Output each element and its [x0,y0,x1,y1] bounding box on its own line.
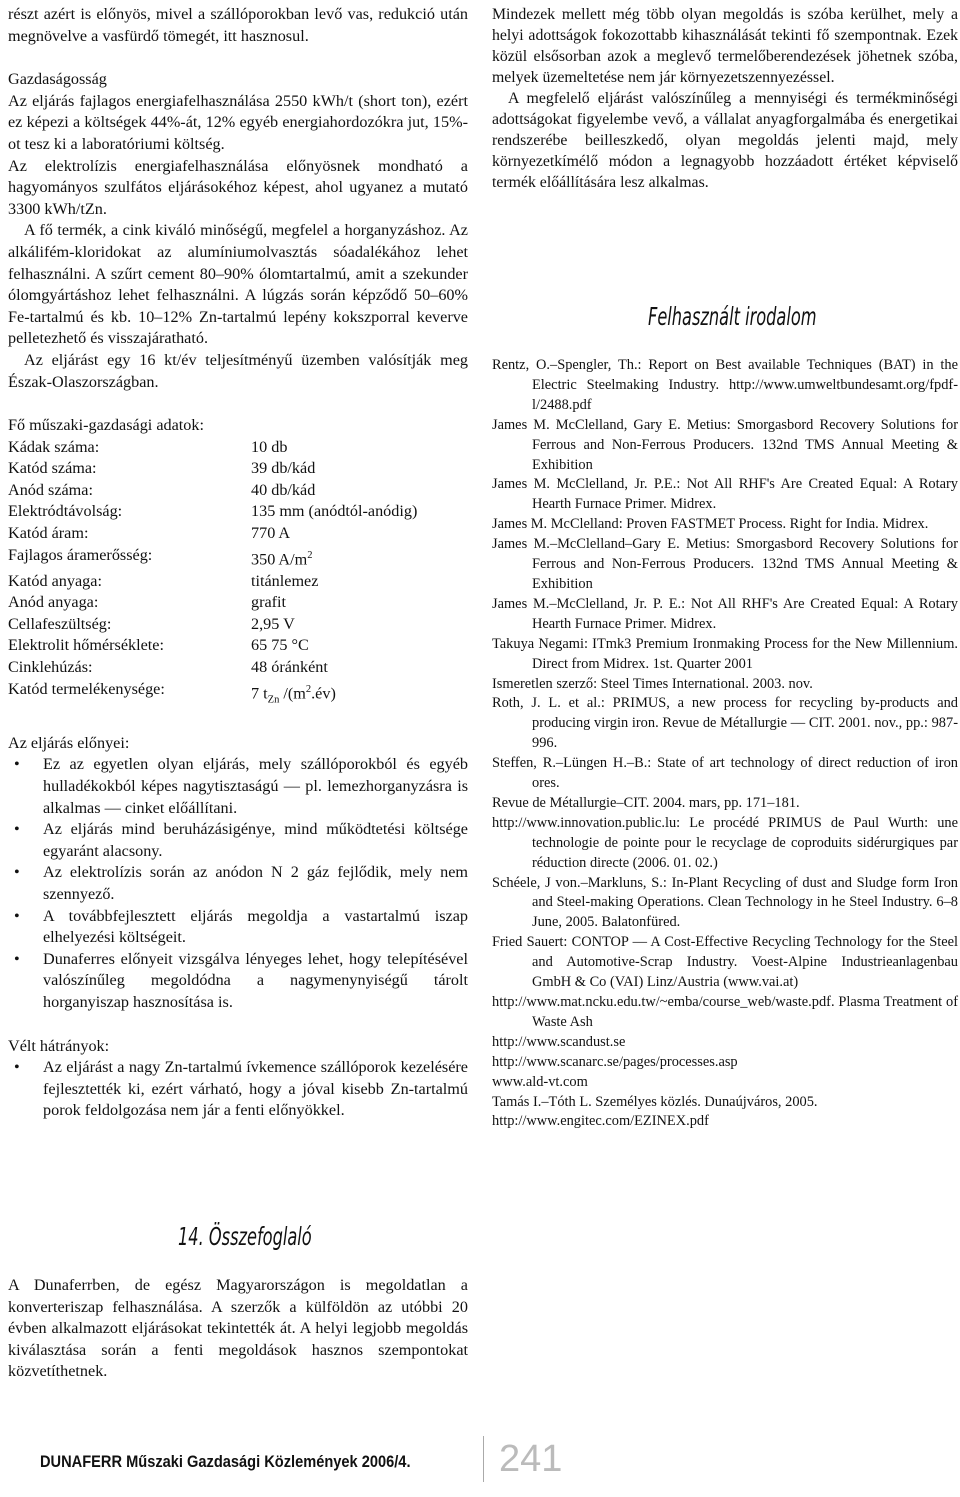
reference-item: Tamás I.–Tóth L. Személyes közlés. Dunaújváros, 2005. [492,1093,818,1110]
reference-item: Steffen, R.–Lüngen H.–B.: State of art technology of direct reduction of iron ores. [492,755,958,792]
left-column [8,4,468,1122]
reference-item: James M. McClelland, Jr. P.E.: Not All RHF's Are Created Equal: A Rotary Hearth Furnace Primer. Midrex. [492,476,958,513]
page-footer [0,1430,960,1490]
right-column [492,4,958,193]
reference-item: http://www.engitec.com/EZINEX.pdf [492,1113,709,1130]
section-heading-gazdasagossag: Gazdaságosság [8,70,107,89]
spec-key: Fajlagos áramerősség: [8,545,153,564]
spec-key: Katód áram: [8,524,89,543]
footer-divider [483,1436,484,1482]
spec-heading: Fő műszaki-gazdasági adatok: [8,416,204,435]
list-item: • Az eljárás mind beruházásigénye, mind működtetési költsége egyaránt alacsony. [8,819,468,862]
reference-item: Fried Sauert: CONTOP — A Cost-Effective Recycling Technology for the Steel and Automotive-Scrap Industry. Voest-Alpine Industrieanlagenbau GmbH & Co (VAI) Linz/Austria (www.vai.at) [492,934,958,991]
spec-value: 39 db/kád [251,459,316,478]
reference-item: http://www.scanarc.se/pages/processes.asp [492,1053,738,1070]
spec-key: Katód anyaga: [8,571,102,590]
reference-item: http://www.scandust.se [492,1033,626,1050]
spec-value: 10 db [251,437,288,456]
spec-value: 2,95 V [251,614,295,633]
reference-item: www.ald-vt.com [492,1073,588,1090]
reference-item: http://www.mat.ncku.edu.tw/~emba/course_web/waste.pdf. Plasma Treatment of Waste Ash [492,994,958,1030]
reference-item: Rentz, O.–Spengler, Th.: Report on Best available Techniques (BAT) in the Electric Steelmaking Industry. http://www.umweltbundesamt.org/fpdf-l/2488.pdf [492,357,958,413]
advantages-list [8,754,468,1013]
list-item: • Az elektrolízis során az anódon N 2 gáz fejlődik, mely nem szennyező. [8,862,468,905]
references-heading: Felhasznált irodalom [648,302,817,331]
summary-heading: 14. Összefoglaló [178,1222,312,1251]
paragraph: A fő termék, a cink kiváló minőségű, megfelel a horganyzáshoz. Az alkálifém-kloridokat az alumíniumolvasztás sóadalékához lehet felhasználni. A szűrt cement 80–90% ólomtartalmú, amit a szekunder ólomgyártáshoz lehet felhasználni. A lúgzás során képződő 50–60% Fe-tartalmú és kb. 10–12% Zn-tartalmú lepény kokszporral keverve pelletezhető és visszajáratható. [8,221,468,348]
reference-item: James M. McClelland: Proven FASTMET Process. Right for India. Midrex. [492,516,929,533]
spec-value: 40 db/kád [251,480,316,499]
list-item: • A továbbfejlesztett eljárás megoldja a vastartalmú iszap elhelyezési költségeit. [8,906,468,949]
spec-value: 770 A [251,524,291,543]
reference-item: James M.–McClelland–Gary E. Metius: Smorgasbord Recovery Solutions for Ferrous and Non-Ferrous Producers. 132nd TMS Annual Meeting & Exhibition [492,536,958,592]
spec-value: 7 $t_{Zn}$ $/(m^2.év)$ [251,683,336,706]
reference-item: James M. McClelland, Gary E. Metius: Smorgasbord Recovery Solutions for Ferrous and Non-Ferrous Producers. 132nd TMS Annual Meeting & Exhibition [492,416,958,473]
reference-item: James M.–McClelland, Jr. P. E.: Not All RHF's Are Created Equal: A Rotary Hearth Furnace Primer. Midrex. [492,595,958,632]
reference-item: Ismeretlen szerző: Steel Times International. 2003. nov. [492,675,813,692]
spec-key: Elektródtávolság: [8,502,123,521]
spec-table [8,437,468,711]
spec-key: Anód száma: [8,480,93,499]
reference-item: Revue de Métallurgie–CIT. 2004. mars, pp. 171–181. [492,794,800,811]
page-number: 241 [499,1438,563,1480]
disadvantages-list [8,1057,468,1122]
paragraph: Az eljárás fajlagos energiafelhasználása 2550 kWh/t (short ton), ezért ez képezi a költségek 44%-át, 12% egyéb energiahordozókra jut, 15%-ot tesz ki a laboratóriumi költség. [8,91,468,153]
paragraph: Az elektrolízis energiafelhasználása előnyösnek mondható a hagyományos szulfátos eljárásokéhoz képest, ahol ugyanez a mutató 3300 kWh/tZn. [8,156,468,218]
journal-title: DUNAFERR Műszaki Gazdasági Közlemények 2006/4. [40,1452,411,1471]
reference-item: Takuya Negami: ITmk3 Premium Ironmaking Process for the New Millennium. Direct from Midrex. 1st. Quarter 2001 [492,635,958,672]
spec-value: titánlemez [251,571,319,590]
spec-key: Cinklehúzás: [8,658,93,677]
summary-paragraph: A Dunaferrben, de egész Magyarországon is megoldatlan a konverteriszap felhasználása. A szerzők a külföldön az utóbbi 20 évben alkalmazott eljárásokat tekintették át. A helyi legjobb megoldás kiválasztása során a fenti megoldások hasznos szempontokat közvetíthetnek. [8,1276,468,1381]
paragraph: Az eljárást egy 16 kt/év teljesítményű üzemben valósítják meg Észak-Olaszországban. [8,350,468,391]
reference-item: Schéele, J von.–Markluns, S.: In-Plant Recycling of dust and Sludge form Iron and Steel-making Operations. Clean Technology in he Steel Industry. 6–8 June, 2005. Balatonfüred. [492,874,958,931]
paragraph: A megfelelő eljárást valószínűleg a mennyiségi és termékminőségi adottságokat figyelembe vevő, a vállalat anyagforgalmába és energetikai rendszerébe beilleszkedő, olyan megoldás jelenti majd, mely környezetkímélő módon a legnagyobb hozzáadott értéket képviselő termék előállítására lesz alkalmas. [492,90,958,191]
paragraph: Mindezek mellett még több olyan megoldás is szóba kerülhet, mely a helyi adottságok fokozottabb kihasználását tekinti fő szempontnak. Ezek közül elsősorban azok a meglevő termelőberendezések jöhetnek szóba, melyek üzemeltetése nem jár környezetszennyezéssel. [492,6,958,86]
list-item: • Dunaferres előnyeit vizsgálva lényeges lehet, hogy telepítésével valószínűleg megoldódna a nagymenynyiségű tárolt horganyiszap hasznosítása is. [8,949,468,1014]
spec-key: Anód anyaga: [8,593,99,612]
list-item: • Ez az egyetlen olyan eljárás, mely szállóporokból és egyéb hulladékokból képes nagytisztaságú — pl. lemezhorganyzásra is alkalmas — cinket előállítani. [8,754,468,819]
spec-value: 135 mm (anódtól-anódig) [251,502,418,521]
spec-value: 350 $A/m^2$ [251,549,313,569]
advantages-heading: Az eljárás előnyei: [8,733,130,752]
spec-value: grafit [251,593,287,612]
spec-key: Katód termelékenysége: [8,679,165,698]
spec-value: 65 75 °C [251,636,309,655]
reference-item: http://www.innovation.public.lu: Le procédé PRIMUS de Paul Wurth: une technologie de pointe pour le recyclage de coproduits sidérurgiques par réduction directe (2006. 01. 02.) [492,814,958,871]
reference-item: Roth, J. L. et al.: PRIMUS, a new process for recycling by-products and producing virgin iron. Revue de Métallurgie — CIT. 2001. nov., pp.: 987-996. [492,695,958,752]
disadvantages-heading: Vélt hátrányok: [8,1036,110,1055]
spec-key: Katód száma: [8,459,97,478]
spec-value: 48 óránként [251,658,328,677]
spec-key: Cellafeszültség: [8,614,112,633]
references-list [492,356,958,1132]
spec-key: Kádak száma: [8,437,100,456]
list-item: • Az eljárást a nagy Zn-tartalmú ívkemence szállóporok kezelésére fejlesztették ki, ezért várható, hogy a jóval kisebb Zn-tartalmú porok feldolgozása nem jár a fenti előnyökkel. [8,1057,468,1122]
paragraph: részt azért is előnyös, mivel a szállóporokban levő vas, redukció után megnövelve a vasfürdő tömegét, itt hasznosul. [8,5,468,45]
spec-key: Elektrolit hőmérséklete: [8,636,164,655]
